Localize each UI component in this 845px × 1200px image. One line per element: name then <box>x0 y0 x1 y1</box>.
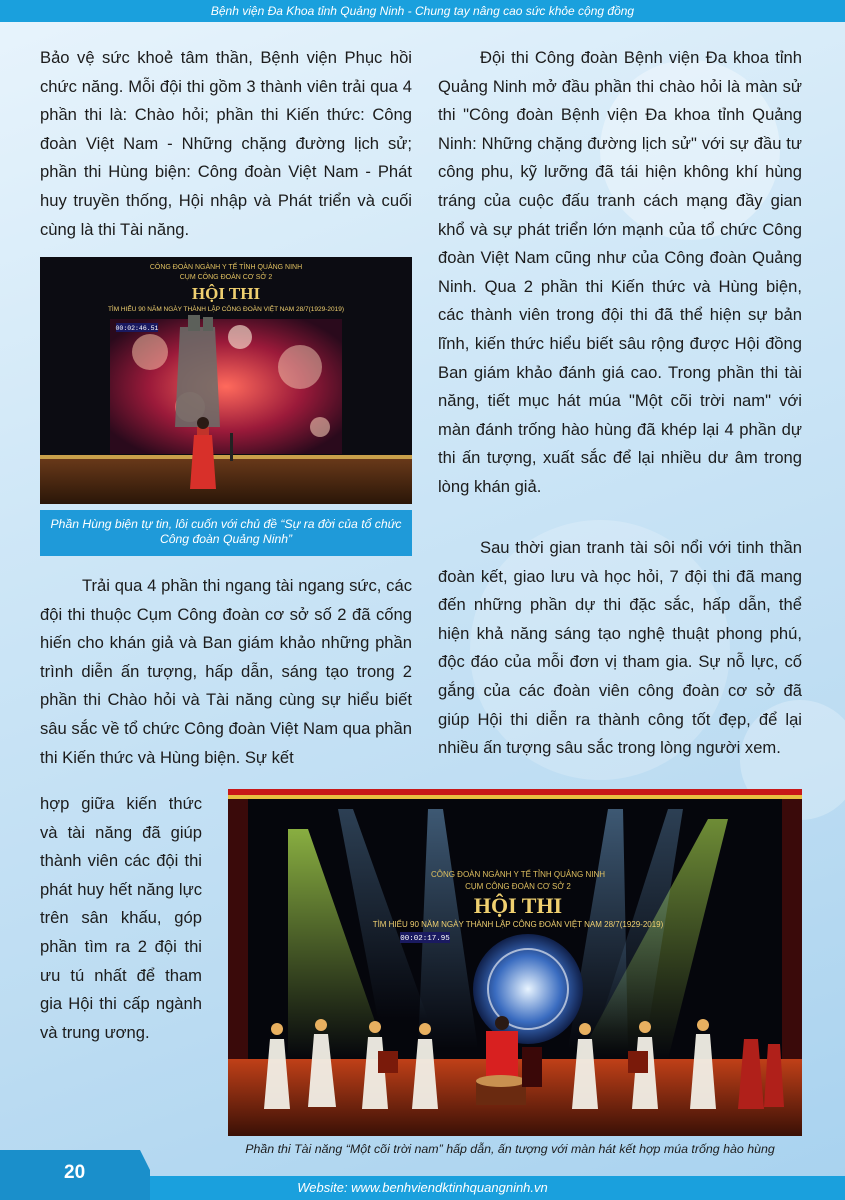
stage-timer: 00:02:17.95 <box>400 935 450 943</box>
stage-photo-1 <box>40 257 412 504</box>
stage-header-text: CÔNG ĐOÀN NGÀNH Y TẾ TỈNH QUẢNG NINH <box>430 870 606 879</box>
stage-photo-2 <box>228 789 802 1136</box>
photo-speech-contest <box>40 257 412 504</box>
right-paragraph-2: Sau thời gian tranh tài sôi nổi với tinh thần đoàn kết, giao lưu và học hỏi, 7 đội thi đã mang đến những phần dự thi đặc sắc, hấp dẫn, thể hiện khả năng sáng tạo nghệ thuật phong phú, độc đáo của mỗi đơn vị tham gia. Sự nỗ lực, cố gắng của các đoàn viên công đoàn cơ sở đã giúp Hội thi diễn ra thành công tốt đẹp, để lại nhiều ấn tượng sâu sắc trong lòng người xem. <box>438 538 802 758</box>
photo-caption-1: Phần Hùng biện tự tin, lôi cuốn với chủ đề “Sự ra đời của tổ chức Công đoàn Quảng Ninh” <box>40 510 412 556</box>
stage-title-text: HỘI THI <box>473 893 563 918</box>
header-title: Bệnh viện Đa Khoa tỉnh Quảng Ninh - Chung tay nâng cao sức khỏe cộng đồng <box>210 4 635 18</box>
stage-title-text: HỘI THI <box>191 284 261 303</box>
page-number: 20 <box>64 1162 86 1183</box>
photo-caption-2: Phần thi Tài năng “Một cõi trời nam” hấp dẫn, ấn tượng với màn hát kết hợp múa trống hào hùng <box>245 1142 775 1156</box>
right-paragraph-1: Đội thi Công đoàn Bệnh viện Đa khoa tỉnh Quảng Ninh mở đầu phần thi chào hỏi là màn sử thi "Công đoàn Bệnh viện Đa khoa tỉnh Quảng Ninh: Những chặng đường lịch sử" với sự đầu tư công phu, kỹ lưỡng đã tái hiện không khí hùng tráng của cuộc đấu tranh cách mạng đầy gian khổ và sự phát triển lớn mạnh của tổ chức Công đoàn Việt Nam cũng như của Công đoàn Quảng Ninh. Qua 2 phần thi Kiến thức và Hùng biện, các thành viên trong đội thi đã thể hiện sự bản lĩnh, kiến thức hiểu biết sâu rộng được Hội đồng Ban giám khảo đánh giá cao. Trong phần thi tài năng, tiết mục hát múa "Một cõi trời nam" với màn đánh trống hào hùng đã khép lại 4 phần dự thi ấn tượng, xuất sắc để lại nhiều dư âm trong lòng khán giả. <box>438 48 802 496</box>
stage-timer: 00:02:46.51 <box>115 325 159 332</box>
footer-website: Website: www.benhviendktinhquangninh.vn <box>297 1180 548 1195</box>
stage-subtitle-text: TÌM HIỂU 90 NĂM NGÀY THÀNH LẬP CÔNG ĐOÀN VIỆT NAM 28/7(1929-2019) <box>372 920 664 929</box>
left-paragraph-2: Trải qua 4 phần thi ngang tài ngang sức, các đội thi thuộc Cụm Công đoàn cơ sở số 2 đã cống hiến cho khán giả và Ban giám khảo những phần trình diễn ấn tượng, hấp dẫn, sáng tạo trong 2 phần thi Chào hỏi và Tài năng cùng sự hiểu biết sâu sắc về tổ chức Công đoàn Việt Nam qua phần thi Kiến thức và Hùng biện. Sự kết <box>40 576 412 767</box>
stage-header-text: CÔNG ĐOÀN NGÀNH Y TẾ TỈNH QUẢNG NINH <box>149 264 303 271</box>
stage-header-text: CỤM CÔNG ĐOÀN CƠ SỞ 2 <box>179 274 273 281</box>
stage-header-text: CỤM CÔNG ĐOÀN CƠ SỞ 2 <box>465 882 571 891</box>
stage-subtitle-text: TÌM HIỂU 90 NĂM NGÀY THÀNH LẬP CÔNG ĐOÀN VIỆT NAM 28/7(1929-2019) <box>107 306 345 313</box>
photo-talent-performance <box>228 789 802 1136</box>
left-paragraph-1: Bảo vệ sức khoẻ tâm thần, Bệnh viện Phục hồi chức năng. Mỗi đội thi gồm 3 thành viên trải qua 4 phần thi là: Chào hỏi; phần thi Kiến thức: Công đoàn Việt Nam - Những chặng đường lịch sử; phần thi Hùng biện: Công đoàn Việt Nam - Phát huy truyền thống, Hội nhập và Phát triển và cuối cùng là thi Tài năng. <box>40 48 412 239</box>
left-paragraph-3: hợp giữa kiến thức và tài năng đã giúp thành viên các đội thi phát huy hết năng lực trên sân khấu, góp phần tìm ra 2 đội thi ưu tú nhất để tham gia Hội thi cấp ngành và trung ương. <box>40 794 202 1042</box>
